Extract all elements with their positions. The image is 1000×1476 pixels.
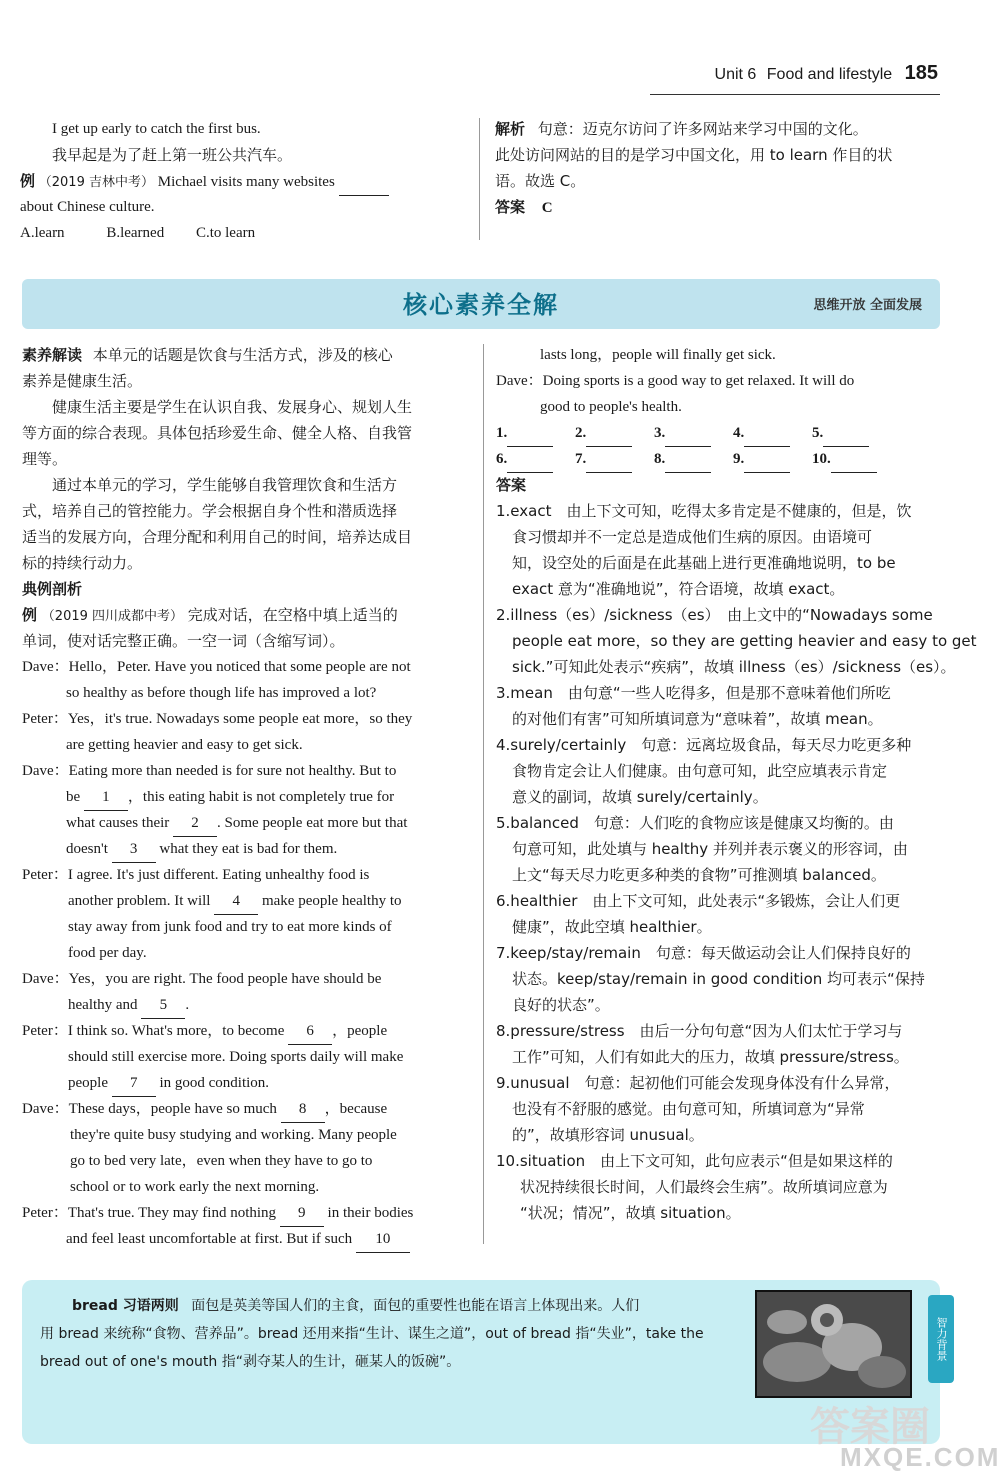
column-divider xyxy=(483,344,484,1244)
dialog-line: Dave：Hello，Peter. Have you noticed that some people are not xyxy=(22,659,411,675)
answer-10-line: 状况持续很长时间，人们最终会生病”。故所填词应意为 xyxy=(520,1178,888,1196)
analysis-line-2: 此处访问网站的目的是学习中国文化，用 to learn 作目的状 xyxy=(495,146,893,164)
answer-1-line: 1.exact 由上下文可知，吃得太多肯定是不健康的，但是，饮 xyxy=(496,502,912,520)
analysis-line-1 xyxy=(495,116,868,142)
example-sentence-cn: 我早起是为了赶上第一班公共汽车。 xyxy=(52,146,293,164)
answer-number: 7. xyxy=(575,451,587,467)
answer-blank xyxy=(507,446,553,473)
answer-blank xyxy=(823,420,869,447)
section-title: 典例剖析 xyxy=(22,580,83,598)
header-rule xyxy=(650,94,940,95)
answer-blank xyxy=(665,420,711,447)
dialog-text: ，this eating habit is not completely true for xyxy=(127,789,395,805)
answer-8-line: 8.pressure/stress 由后一分句句意“因为人们太忙于学习与 xyxy=(496,1022,903,1040)
bread-title: bread 习语两则 xyxy=(72,1298,179,1314)
dialog-line xyxy=(66,784,394,811)
dialog-line: Dave：Yes，you are right. The food people have should be xyxy=(22,971,382,987)
answer-number: 8. xyxy=(654,451,666,467)
dialog-text: be xyxy=(66,789,81,805)
example-sentence-en: I get up early to catch the first bus. xyxy=(52,121,261,137)
answer-tag: 答案 xyxy=(495,198,526,216)
analysis-line-3: 语。故选 C。 xyxy=(495,172,586,190)
bread-line-3: bread out of one's mouth 指“剥夺某人的生计，砸某人的饭碗”。 xyxy=(40,1354,461,1370)
dialog-text: what they eat is bad for them. xyxy=(159,841,338,857)
banner-title: 核心素养全解 xyxy=(403,291,559,319)
answer-4-line: 意义的副词，故填 surely/certainly。 xyxy=(512,788,768,806)
dialog-text: what causes their xyxy=(66,815,170,831)
page-header xyxy=(715,62,938,85)
dialog-line: are getting heavier and easy to get sick. xyxy=(66,737,303,753)
dialog-text: people xyxy=(68,1075,108,1091)
dialog-instruction-2: 单词，使对话完整正确。一空一词（含缩写词）。 xyxy=(22,632,345,650)
answer-7-line: 7.keep/stay/remain 句意：每天做运动会让人们保持良好的 xyxy=(496,944,911,962)
dialog-example-tag: 例 xyxy=(22,606,38,624)
dialog-line xyxy=(22,1200,413,1227)
blank-2: 2 xyxy=(173,810,217,837)
dialog-text: Peter：I think so. What's more，to become xyxy=(22,1023,285,1039)
blank-5: 5 xyxy=(141,992,185,1019)
section-banner xyxy=(22,279,940,329)
dialog-line: so healthy as before though life has improved a lot? xyxy=(66,685,377,701)
dialog-text: ，people xyxy=(332,1023,388,1039)
literacy-text-2: 素养是健康生活。 xyxy=(22,372,143,390)
answer-7-line: 良好的状态”。 xyxy=(512,996,610,1014)
answer-blank xyxy=(665,446,711,473)
answer-1-line: 知，设空处的后面是在此基础上进行更准确地说明，to be xyxy=(512,554,896,572)
answer-blanks-row-2 xyxy=(496,446,877,473)
unit-para-2: 式，培养自己的管控能力。学会根据自身个性和潜质选择 xyxy=(22,502,398,520)
answer-2-line: people eat more，so they are getting heavier and easy to get xyxy=(512,632,977,650)
dialog-line xyxy=(22,1018,387,1045)
answer-blank xyxy=(586,446,632,473)
dialog-instruction-text-1: 完成对话，在空格中填上适当的 xyxy=(187,606,398,624)
dialog-text: in their bodies xyxy=(327,1205,414,1221)
example-question xyxy=(20,168,389,196)
answer-10-line: 10.situation 由上下文可知，此句应表示“但是如果这样的 xyxy=(496,1152,893,1170)
dialog-line: Dave：Eating more than needed is for sure not healthy. But to xyxy=(22,763,397,779)
literacy-tag: 素养解读 xyxy=(22,346,83,364)
health-para-3: 理等。 xyxy=(22,450,68,468)
health-para-2: 等方面的综合表现。具体包括珍爱生命、健全人格、自我管 xyxy=(22,424,413,442)
bread-text-1: 面包是英美等国人们的主食，面包的重要性也能在语言上体现出来。人们 xyxy=(191,1298,640,1314)
answer-number: 4. xyxy=(733,425,745,441)
answer-5-line: 句意可知，此处填与 healthy 并列并表示褒义的形容词，由 xyxy=(512,840,908,858)
dialog-line xyxy=(68,992,189,1019)
watermark-url: MXQE.COM xyxy=(840,1442,1000,1472)
health-para-1: 健康生活主要是学生在认识自我、发展身心、规划人生 xyxy=(52,398,413,416)
answer-5-line: 5.balanced 句意：人们吃的食物应该是健康又均衡的。由 xyxy=(496,814,894,832)
dialog-line: Dave：Doing sports is a good way to get relaxed. It will do xyxy=(496,373,855,389)
answer-blank xyxy=(507,420,553,447)
dialog-line xyxy=(68,888,402,915)
example-source: （2019 吉林中考） xyxy=(38,175,154,190)
dialog-line xyxy=(22,1096,387,1123)
bread-line-2: 用 bread 来统称“食物、营养品”。bread 还用来指“生计、谋生之道”，out of bread 指“失业”，take the xyxy=(40,1326,704,1342)
literacy-intro-line-1 xyxy=(22,342,393,368)
answer-7-line: 状态。keep/stay/remain in good condition 均可表示“保持 xyxy=(512,970,925,988)
watermark-logo: 答案圈 xyxy=(810,1404,930,1450)
answer-blanks-row-1 xyxy=(496,420,869,447)
analysis-text-1: 句意：迈克尔访问了许多网站来学习中国的文化。 xyxy=(537,120,868,138)
unit-para-1: 通过本单元的学习，学生能够自我管理饮食和生活方 xyxy=(52,476,398,494)
answer-number: 6. xyxy=(496,451,508,467)
answer-2-line: sick.”可知此处表示“疾病”，故填 illness（es）/sickness（es）。 xyxy=(512,658,956,676)
dialog-text: ，because xyxy=(324,1101,388,1117)
answer-number: 10. xyxy=(812,451,831,467)
dialog-text: Peter：That's true. They may find nothing xyxy=(22,1205,277,1221)
answer-4-line: 4.surely/certainly 句意：远离垃圾食品，每天尽力吃更多种 xyxy=(496,736,912,754)
answer-number: 3. xyxy=(654,425,666,441)
dialog-line xyxy=(66,810,407,837)
dialog-line: go to bed very late，even when they have to go to xyxy=(70,1153,373,1169)
page-number: 185 xyxy=(904,62,938,84)
answer-6-line: 健康”，故此空填 healthier。 xyxy=(512,918,712,936)
answer-number: 1. xyxy=(496,425,508,441)
dialog-text: doesn't xyxy=(66,841,108,857)
dialog-line: good to people's health. xyxy=(540,399,682,415)
answer-3-line: 的对他们有害”可知所填词意为“意味着”，故填 mean。 xyxy=(512,710,883,728)
dialog-line xyxy=(66,1226,410,1253)
answer-9-line: 也没有不舒服的感觉。由句意可知，所填词意为“异常 xyxy=(512,1100,865,1118)
answer-5-line: 上文“每天尽力吃更多种类的食物”可推测填 balanced。 xyxy=(512,866,886,884)
dialog-line: should still exercise more. Doing sports daily will make xyxy=(68,1049,404,1065)
option-a: A.learn xyxy=(20,225,65,241)
dialog-instruction-1 xyxy=(22,602,398,630)
answer-9-line: 的”，故填形容词 unusual。 xyxy=(512,1126,704,1144)
answer-2-line: 2.illness（es）/sickness（es） 由上文中的“Nowadays some xyxy=(496,606,933,624)
dialog-line: they're quite busy studying and working. Many people xyxy=(70,1127,397,1143)
blank-1: 1 xyxy=(84,784,128,811)
blank-3: 3 xyxy=(112,836,156,863)
blank-4: 4 xyxy=(214,888,258,915)
dialog-text: another problem. It will xyxy=(68,893,211,909)
answer-number: 9. xyxy=(733,451,745,467)
analysis-tag: 解析 xyxy=(495,120,526,138)
dialog-example-source: （2019 四川成都中考） xyxy=(41,609,184,624)
top-answer xyxy=(495,194,553,221)
unit-para-4: 标的持续行动力。 xyxy=(22,554,143,572)
top-column-divider xyxy=(479,118,480,240)
knowledge-tab: 智力背景 xyxy=(928,1295,954,1383)
example-text-1: Michael visits many websites xyxy=(157,174,335,190)
dialog-line xyxy=(68,1070,269,1097)
bread-line-1 xyxy=(72,1292,639,1320)
answer-blank xyxy=(744,446,790,473)
dialog-line: Peter：Yes，it's true. Nowadays some people eat more，so they xyxy=(22,711,413,727)
answer-8-line: 工作”可知，人们有如此大的压力，故填 pressure/stress。 xyxy=(512,1048,909,1066)
blank-8: 8 xyxy=(281,1096,325,1123)
blank-7: 7 xyxy=(112,1070,156,1097)
dialog-line: school or to work early the next morning. xyxy=(70,1179,320,1195)
banner-subtitle: 思维开放 全面发展 xyxy=(813,298,922,313)
dialog-line: Peter：I agree. It's just different. Eating unhealthy food is xyxy=(22,867,370,883)
answer-value: C xyxy=(541,200,553,216)
answer-blank xyxy=(831,446,877,473)
dialog-text: . Some people eat more but that xyxy=(217,815,408,831)
dialog-text: in good condition. xyxy=(159,1075,270,1091)
answer-number: 5. xyxy=(812,425,824,441)
dialog-text: Dave：These days，people have so much xyxy=(22,1101,277,1117)
example-blank xyxy=(339,169,389,196)
example-options xyxy=(20,220,255,246)
dialog-text: . xyxy=(185,997,190,1013)
option-c: C.to learn xyxy=(195,225,256,241)
dialog-text: and feel least uncomfortable at first. But if such xyxy=(66,1231,353,1247)
dialog-continuation: lasts long，people will finally get sick. xyxy=(540,347,776,363)
dialog-line xyxy=(66,836,337,863)
example-text-2: about Chinese culture. xyxy=(20,199,155,215)
blank-6: 6 xyxy=(288,1018,332,1045)
answer-6-line: 6.healthier 由上下文可知，此处表示“多锻炼，会让人们更 xyxy=(496,892,901,910)
answer-blank xyxy=(744,420,790,447)
blank-10: 10 xyxy=(356,1226,410,1253)
blank-9: 9 xyxy=(280,1200,324,1227)
answer-1-line: 食习惯却并不一定总是造成他们生病的原因。由语境可 xyxy=(512,528,873,546)
answer-4-line: 食物肯定会让人们健康。由句意可知，此空应填表示肯定 xyxy=(512,762,888,780)
unit-para-3: 适当的发展方向，合理分配和利用自己的时间，培养达成目 xyxy=(22,528,413,546)
dialog-line: stay away from junk food and try to eat more kinds of xyxy=(68,919,392,935)
answers-heading: 答案 xyxy=(496,476,527,494)
answer-blank xyxy=(586,420,632,447)
answer-10-line: “状况；情况”，故填 situation。 xyxy=(520,1204,741,1222)
answer-number: 2. xyxy=(575,425,587,441)
unit-label: Unit 6 xyxy=(714,66,757,83)
dialog-text: healthy and xyxy=(68,997,138,1013)
answer-3-line: 3.mean 由句意“一些人吃得多，但是那不意味着他们所吃 xyxy=(496,684,891,702)
bread-photo xyxy=(755,1290,912,1398)
bread-photo-illustration xyxy=(757,1292,910,1396)
answer-1-line: exact 意为“准确地说”，符合语境，故填 exact。 xyxy=(512,580,845,598)
dialog-line: food per day. xyxy=(68,945,147,961)
option-b: B.learned xyxy=(106,225,165,241)
unit-topic: Food and lifestyle xyxy=(766,66,893,83)
dialog-text: make people healthy to xyxy=(261,893,402,909)
example-tag: 例 xyxy=(20,172,36,190)
answer-9-line: 9.unusual 句意：起初他们可能会发现身体没有什么异常， xyxy=(496,1074,900,1092)
literacy-text-1: 本单元的话题是饮食与生活方式，涉及的核心 xyxy=(92,346,393,364)
